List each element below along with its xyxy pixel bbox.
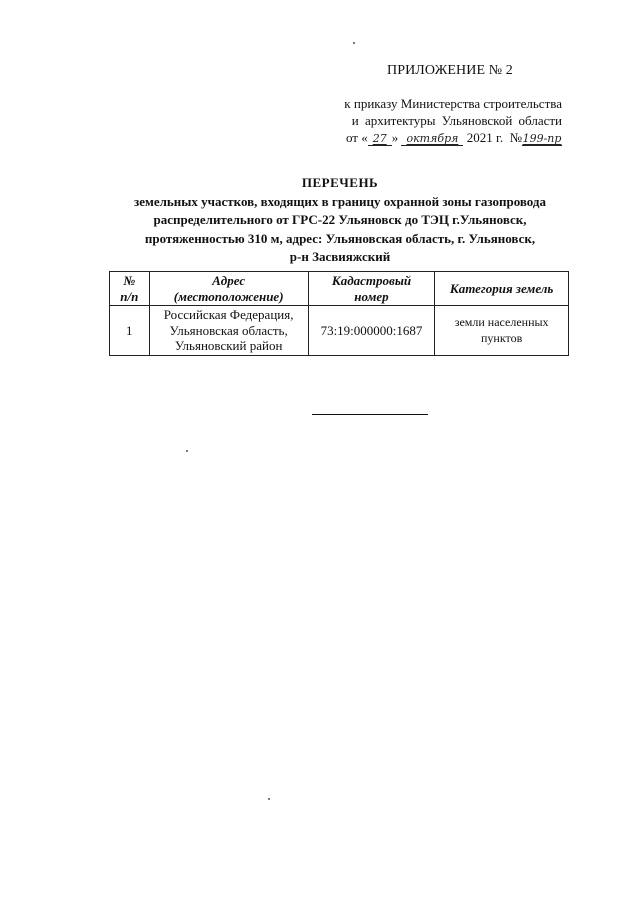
header-cadastral-line-2: номер — [354, 288, 389, 304]
document-subtitle-line: земельных участков, входящих в границу охранной зоны газопровода — [133, 193, 547, 209]
address-line-3: Ульяновский район — [174, 338, 283, 353]
document-title — [60, 174, 620, 267]
end-separator-line — [312, 414, 428, 415]
category-line-1: земли населенных — [454, 315, 549, 330]
document-heading: ПЕРЕЧЕНЬ — [301, 175, 379, 190]
land-parcels-table — [109, 271, 569, 356]
table-header-row — [110, 272, 569, 306]
order-reference-line-2: и архитектуры Ульяновской области — [351, 113, 562, 128]
header-cadastral-line-1: Кадастровый — [331, 273, 412, 288]
scan-speck — [268, 798, 270, 800]
order-reference — [300, 95, 562, 146]
appendix-title: ПРИЛОЖЕНИЕ № 2 — [387, 63, 513, 78]
order-day: 27 — [368, 132, 392, 146]
document-subtitle-line: распределительного от ГРС-22 Ульяновск до ТЭЦ г.Ульяновск, — [153, 212, 527, 227]
header-address-line-1: Адрес — [212, 273, 246, 288]
order-number-label: № — [509, 130, 522, 145]
cell-cadastral-number: 73:19:000000:1687 — [308, 306, 435, 356]
header-address-line-2: (местоположение) — [173, 288, 284, 304]
header-num-line-2: п/п — [120, 288, 139, 304]
header-num — [110, 272, 150, 306]
order-date-line — [300, 129, 562, 146]
document-subtitle-line: р-н Засвияжский — [289, 249, 391, 264]
header-category: Категория земель — [435, 272, 569, 306]
scan-speck — [186, 450, 188, 452]
order-number: 199-пр — [522, 132, 562, 145]
order-month: октября — [401, 132, 463, 146]
order-reference-line-1: к приказу Министерства строительства — [344, 96, 562, 111]
address-line-2: Ульяновская область, — [169, 322, 288, 338]
address-line-1: Российская Федерация, — [163, 307, 294, 322]
cell-category — [435, 306, 569, 356]
document-subtitle-line: протяженностью 310 м, адрес: Ульяновская область, г. Ульяновск, — [144, 230, 536, 246]
cell-address — [149, 306, 308, 356]
category-line-2: пунктов — [481, 331, 523, 346]
date-prefix: от « — [345, 130, 368, 145]
header-num-line-1: № — [123, 273, 136, 288]
scan-speck — [353, 42, 355, 44]
date-quote-close: » — [391, 130, 399, 145]
order-year: 2021 г. — [466, 130, 504, 145]
cell-num: 1 — [110, 306, 150, 356]
header-cadastral — [308, 272, 435, 306]
header-address — [149, 272, 308, 306]
table-row — [110, 306, 569, 356]
